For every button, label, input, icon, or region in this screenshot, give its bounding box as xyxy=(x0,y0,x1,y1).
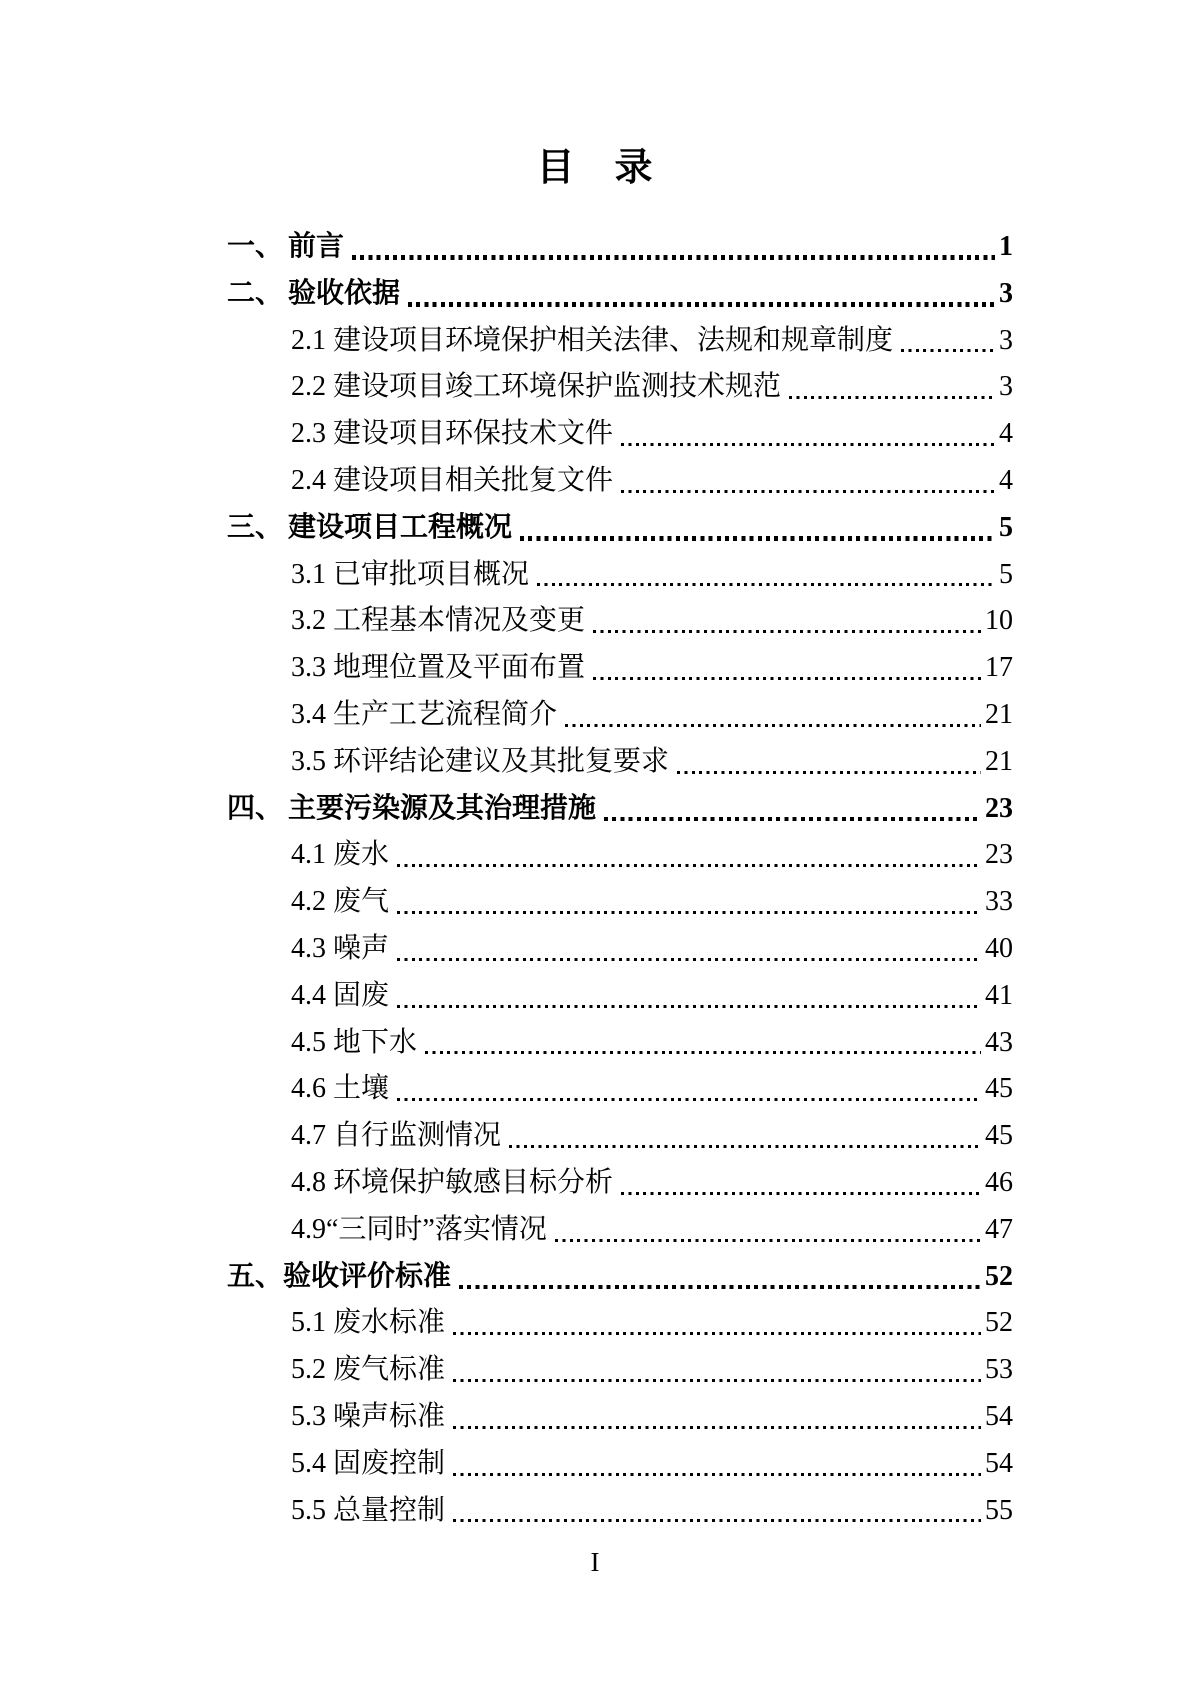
toc-entry-label: 3.3 地理位置及平面布置 xyxy=(291,652,586,684)
toc-entry-page: 45 xyxy=(985,1120,1013,1152)
toc-entry xyxy=(227,645,1013,692)
toc-entry xyxy=(227,318,1013,365)
toc-entry-label: 4.1 废水 xyxy=(291,839,390,871)
toc-entry-label: 5.2 废气标准 xyxy=(291,1354,446,1386)
toc-entry-page: 54 xyxy=(985,1400,1013,1432)
toc-leader-dots xyxy=(789,396,995,399)
toc-entry-label: 4.4 固废 xyxy=(291,979,390,1011)
toc-entry-page: 3 xyxy=(999,371,1013,403)
toc-leader-dots xyxy=(604,817,981,822)
toc-title: 目 录 xyxy=(536,147,654,189)
toc-entry xyxy=(227,224,1013,271)
toc-leader-dots xyxy=(520,536,995,541)
toc-entry-number: 四、 xyxy=(227,792,284,824)
toc-entry-page: 33 xyxy=(985,886,1013,918)
toc-leader-dots xyxy=(453,1473,981,1476)
toc-leader-dots xyxy=(509,1145,981,1148)
toc-entry-page: 54 xyxy=(985,1447,1013,1479)
toc-entry-page: 46 xyxy=(985,1166,1013,1198)
toc-entry xyxy=(227,505,1013,552)
toc-entry-label: 4.8 环境保护敏感目标分析 xyxy=(291,1166,614,1198)
toc-leader-dots xyxy=(565,724,981,727)
toc-entry-label: 3.1 已审批项目概况 xyxy=(291,558,530,590)
toc-entry xyxy=(227,692,1013,739)
toc-entry-label: 验收评价标准 xyxy=(283,1260,452,1292)
toc-entry-label: 4.6 土壤 xyxy=(291,1073,390,1105)
toc-entry-label: 建设项目工程概况 xyxy=(288,511,513,543)
toc-leader-dots xyxy=(408,302,995,307)
toc-entry-label: 4.2 废气 xyxy=(291,886,390,918)
toc-entry-label: 5.1 废水标准 xyxy=(291,1307,446,1339)
toc-entry xyxy=(227,552,1013,599)
toc-leader-dots xyxy=(621,443,995,446)
toc-leader-dots xyxy=(537,583,995,586)
toc-entry xyxy=(227,973,1013,1020)
toc-entry-label: 主要污染源及其治理措施 xyxy=(288,792,597,824)
toc-entry-label: 3.5 环评结论建议及其批复要求 xyxy=(291,745,670,777)
toc-leader-dots xyxy=(397,1098,981,1101)
toc-entry-page: 40 xyxy=(985,932,1013,964)
toc-entry xyxy=(227,1347,1013,1394)
toc-entry-label: 4.3 噪声 xyxy=(291,932,390,964)
toc-entry xyxy=(227,364,1013,411)
toc-entry-page: 43 xyxy=(985,1026,1013,1058)
toc-entry-page: 17 xyxy=(985,652,1013,684)
toc-entry-label: 4.5 地下水 xyxy=(291,1026,418,1058)
toc-entry-page: 53 xyxy=(985,1354,1013,1386)
toc-leader-dots xyxy=(677,771,981,774)
toc-entry-number: 一、 xyxy=(227,231,284,262)
toc-entry-label: 5.5 总量控制 xyxy=(291,1494,446,1526)
toc-leader-dots xyxy=(593,677,981,680)
toc-entry-page: 5 xyxy=(999,511,1013,543)
toc-entry xyxy=(227,271,1013,318)
toc-leader-dots xyxy=(453,1426,981,1429)
toc-entry xyxy=(227,1066,1013,1113)
toc-entry xyxy=(227,1394,1013,1441)
toc-entry-page: 47 xyxy=(985,1213,1013,1245)
toc-leader-dots xyxy=(453,1379,981,1382)
toc-leader-dots xyxy=(453,1519,981,1522)
toc-entry-label: 2.4 建设项目相关批复文件 xyxy=(291,464,614,496)
toc-entry-page: 3 xyxy=(999,324,1013,356)
toc-entry xyxy=(227,458,1013,505)
toc-entry-page: 23 xyxy=(985,839,1013,871)
toc-entry-label: 3.2 工程基本情况及变更 xyxy=(291,605,586,637)
toc-leader-dots xyxy=(352,255,995,260)
toc-leader-dots xyxy=(593,630,981,633)
toc-entry-number: 三、 xyxy=(227,511,284,543)
toc-entry-page: 21 xyxy=(985,698,1013,730)
toc-entry xyxy=(227,1113,1013,1160)
toc-entry xyxy=(227,1254,1013,1301)
toc-entry-label: 4.9“三同时”落实情况 xyxy=(291,1213,547,1245)
toc-entry xyxy=(227,926,1013,973)
toc-entry xyxy=(227,832,1013,879)
toc-entry-page: 52 xyxy=(985,1260,1013,1292)
toc-entry-label: 2.3 建设项目环保技术文件 xyxy=(291,418,614,450)
toc-entry-page: 5 xyxy=(999,558,1013,590)
toc-leader-dots xyxy=(621,1192,981,1195)
toc-leader-dots xyxy=(397,1005,981,1008)
toc-entry-label: 2.1 建设项目环境保护相关法律、法规和规章制度 xyxy=(291,324,894,356)
toc-list xyxy=(227,224,1013,1534)
toc-entry-number: 五、 xyxy=(227,1260,284,1292)
toc-entry-page: 21 xyxy=(985,745,1013,777)
toc-entry-number: 二、 xyxy=(227,277,284,309)
toc-entry xyxy=(227,786,1013,833)
toc-entry xyxy=(227,1300,1013,1347)
toc-entry xyxy=(227,1488,1013,1535)
toc-entry-page: 45 xyxy=(985,1073,1013,1105)
toc-entry-page: 4 xyxy=(999,464,1013,496)
toc-entry-page: 1 xyxy=(999,231,1013,262)
toc-leader-dots xyxy=(397,911,981,914)
toc-entry xyxy=(227,598,1013,645)
toc-leader-dots xyxy=(397,864,981,867)
toc-entry-label: 验收依据 xyxy=(288,277,401,309)
toc-entry-page: 4 xyxy=(999,418,1013,450)
toc-entry xyxy=(227,1020,1013,1067)
toc-leader-dots xyxy=(425,1051,981,1054)
toc-entry-label: 5.4 固废控制 xyxy=(291,1447,446,1479)
toc-entry-label: 前言 xyxy=(288,231,345,262)
toc-entry xyxy=(227,1160,1013,1207)
toc-leader-dots xyxy=(621,490,995,493)
toc-entry-page: 23 xyxy=(985,792,1013,824)
toc-entry-label: 2.2 建设项目竣工环境保护监测技术规范 xyxy=(291,371,782,403)
toc-leader-dots xyxy=(901,349,995,352)
toc-entry xyxy=(227,1207,1013,1254)
toc-entry-label: 3.4 生产工艺流程简介 xyxy=(291,698,558,730)
toc-leader-dots xyxy=(397,958,981,961)
toc-entry xyxy=(227,879,1013,926)
toc-entry-page: 3 xyxy=(999,277,1013,309)
toc-entry-page: 41 xyxy=(985,979,1013,1011)
toc-entry-page: 55 xyxy=(985,1494,1013,1526)
toc-leader-dots xyxy=(555,1239,981,1242)
page-number-footer: I xyxy=(590,1547,600,1577)
toc-entry xyxy=(227,1441,1013,1488)
toc-entry-page: 10 xyxy=(985,605,1013,637)
toc-entry xyxy=(227,411,1013,458)
toc-entry-page: 52 xyxy=(985,1307,1013,1339)
toc-entry-label: 4.7 自行监测情况 xyxy=(291,1120,502,1152)
toc-leader-dots xyxy=(459,1285,981,1290)
toc-entry-label: 5.3 噪声标准 xyxy=(291,1400,446,1432)
toc-leader-dots xyxy=(453,1332,981,1335)
toc-entry xyxy=(227,739,1013,786)
